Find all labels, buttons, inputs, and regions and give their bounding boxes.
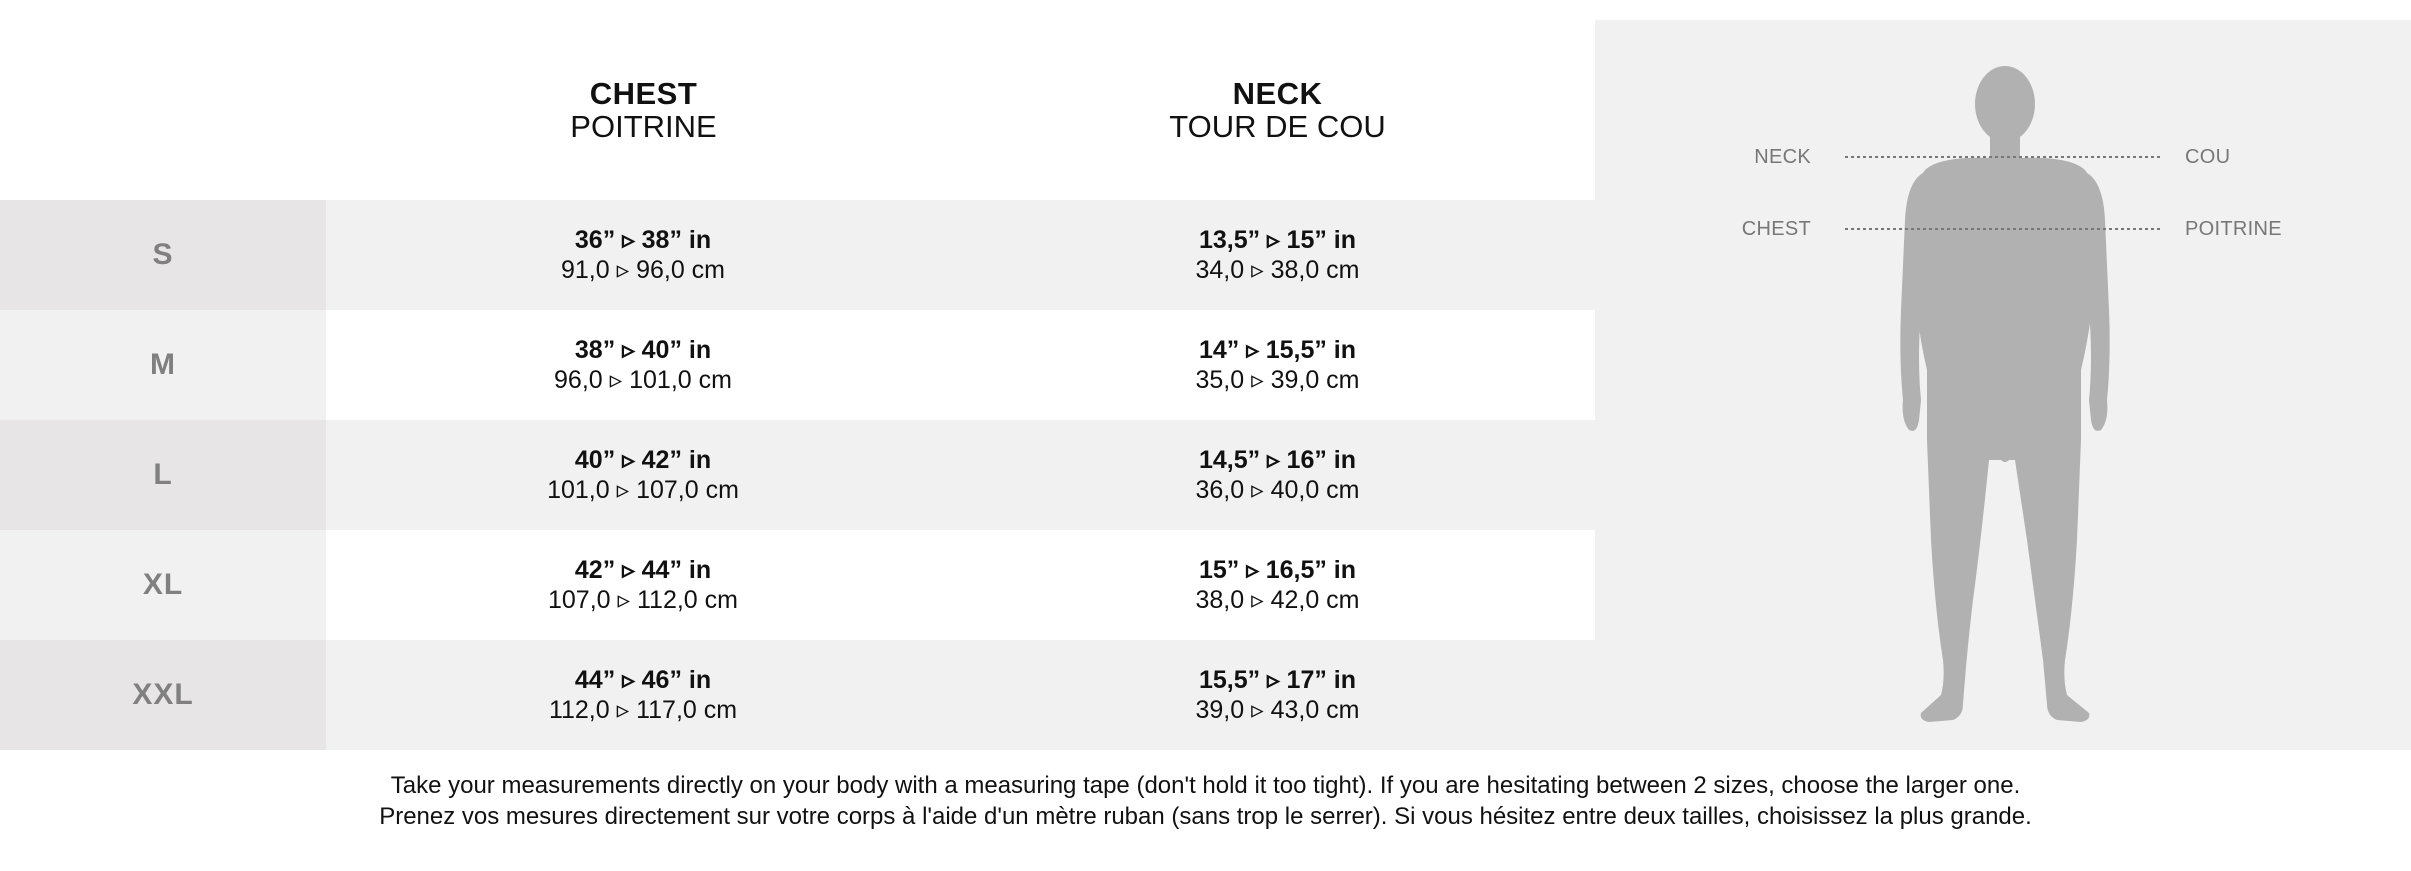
chest-label-left: CHEST xyxy=(1741,218,1811,240)
size-label: S xyxy=(0,200,326,310)
neck-column-header xyxy=(960,78,1595,142)
chest-header-en: CHEST xyxy=(589,76,698,111)
neck-cm: 38,0 ▹ 42,0 cm xyxy=(1195,586,1360,614)
chest-inches: 40” ▹ 42” in xyxy=(574,446,712,474)
chest-inches: 44” ▹ 46” in xyxy=(574,666,712,694)
neck-cell xyxy=(960,420,1595,530)
neck-inches: 15” ▹ 16,5” in xyxy=(1198,556,1357,584)
note-english: Take your measurements directly on your body with a measuring tape (don't hold it too tight). If you are hesitating between 2 sizes, choose the larger one. xyxy=(390,772,2021,799)
neck-inches: 14” ▹ 15,5” in xyxy=(1198,336,1357,364)
chest-cell xyxy=(326,640,960,750)
size-label: XL xyxy=(0,530,326,640)
neck-inches: 13,5” ▹ 15” in xyxy=(1198,226,1357,254)
chest-cm: 112,0 ▹ 117,0 cm xyxy=(548,696,738,724)
neck-inches: 15,5” ▹ 17” in xyxy=(1198,666,1357,694)
size-row-l xyxy=(0,420,1595,530)
body-figure-panel xyxy=(1595,20,2411,750)
chest-inches: 38” ▹ 40” in xyxy=(574,336,712,364)
measurement-notes xyxy=(0,770,2411,832)
neck-label-left: NECK xyxy=(1754,146,1811,168)
size-label: M xyxy=(0,310,326,420)
neck-cell xyxy=(960,200,1595,310)
size-row-xl xyxy=(0,530,1595,640)
chest-cell xyxy=(326,530,960,640)
body-silhouette-icon xyxy=(1595,20,2411,750)
chest-cm: 96,0 ▹ 101,0 cm xyxy=(554,366,732,394)
size-row-xxl xyxy=(0,640,1595,750)
chest-cell xyxy=(326,310,960,420)
neck-cm: 39,0 ▹ 43,0 cm xyxy=(1195,696,1360,724)
size-label: XXL xyxy=(0,640,326,750)
note-french: Prenez vos mesures directement sur votre corps à l'aide d'un mètre ruban (sans trop le serrer). Si vous hésitez entre deux tailles, choisissez la plus grande. xyxy=(379,803,2032,830)
neck-cm: 34,0 ▹ 38,0 cm xyxy=(1195,256,1360,284)
chest-inches: 42” ▹ 44” in xyxy=(574,556,712,584)
chest-cm: 107,0 ▹ 112,0 cm xyxy=(548,586,738,614)
neck-cm: 36,0 ▹ 40,0 cm xyxy=(1195,476,1360,504)
chest-label-right: POITRINE xyxy=(2185,218,2282,240)
size-row-s xyxy=(0,200,1595,310)
chest-cm: 91,0 ▹ 96,0 cm xyxy=(560,256,726,284)
chest-cm: 101,0 ▹ 107,0 cm xyxy=(547,476,739,504)
chest-column-header xyxy=(327,78,960,142)
chest-cell xyxy=(326,200,960,310)
neck-label-right: COU xyxy=(2185,146,2231,168)
chest-header-fr: POITRINE xyxy=(570,109,717,144)
neck-cell xyxy=(960,530,1595,640)
chest-inches: 36” ▹ 38” in xyxy=(574,226,712,254)
neck-cell xyxy=(960,310,1595,420)
neck-cell xyxy=(960,640,1595,750)
neck-cm: 35,0 ▹ 39,0 cm xyxy=(1195,366,1360,394)
size-label: L xyxy=(0,420,326,530)
neck-header-en: NECK xyxy=(1232,76,1323,111)
chest-cell xyxy=(326,420,960,530)
size-row-m xyxy=(0,310,1595,420)
neck-header-fr: TOUR DE COU xyxy=(1169,109,1386,144)
neck-inches: 14,5” ▹ 16” in xyxy=(1198,446,1357,474)
